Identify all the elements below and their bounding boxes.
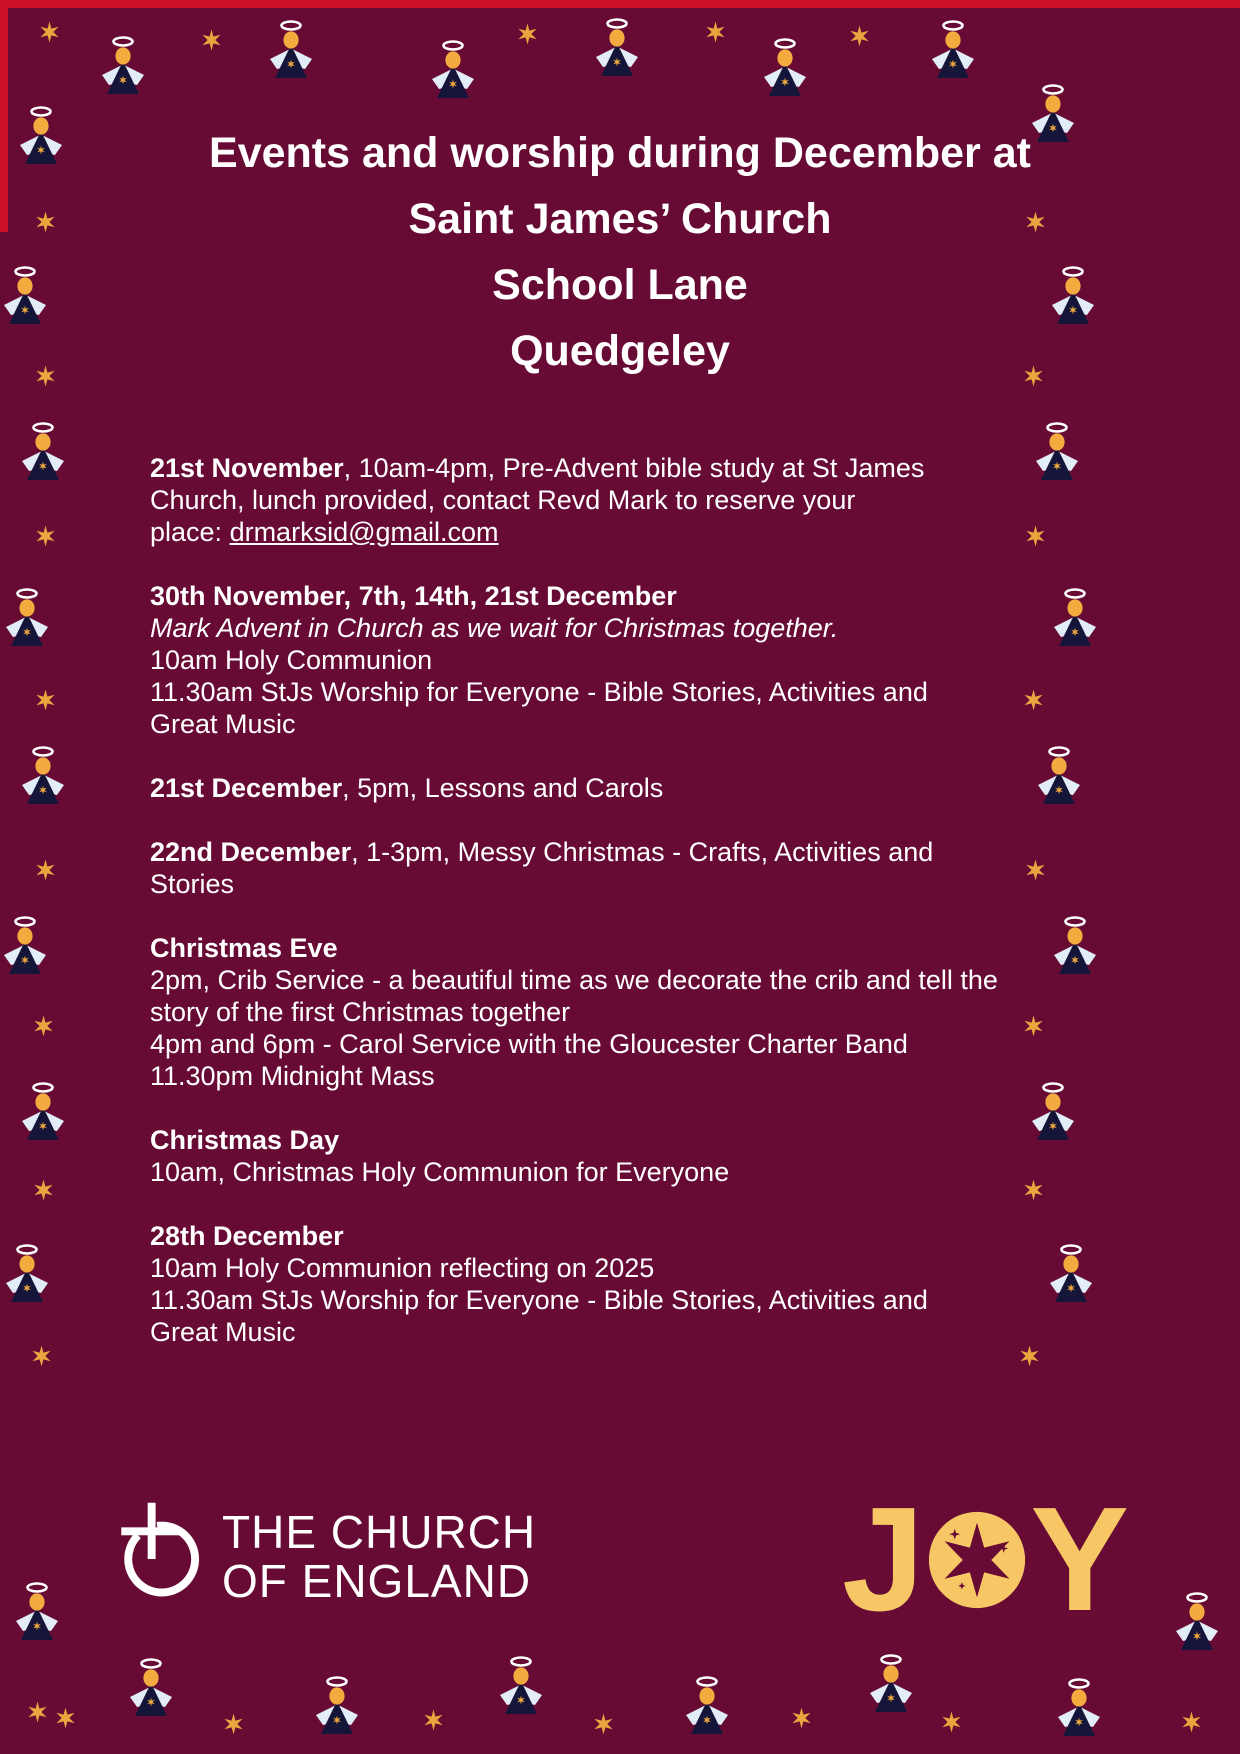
angel-icon [4,588,50,648]
event-line [150,1252,1005,1284]
email-link[interactable]: drmarksid@gmail.com [229,517,499,547]
event-line [150,1316,1005,1348]
star-icon [1022,1178,1045,1202]
star-icon [34,524,57,548]
event-text: 21st December [150,773,343,803]
event-text: story of the first Christmas together [150,997,571,1027]
event-line [150,612,1005,644]
angel-icon [930,20,976,80]
angel-icon [1034,422,1080,482]
event-text: Stories [150,869,235,899]
angel-icon [2,266,48,326]
star-icon [26,1700,49,1724]
joy-letter-y: Y [1030,1477,1130,1642]
angel-icon [20,1082,66,1142]
star-icon [222,1712,245,1736]
event-entry [150,932,1005,1092]
star-icon [34,364,57,388]
event-text: 11.30pm Midnight Mass [150,1061,435,1091]
event-line [150,1220,1005,1252]
angel-icon [762,38,808,98]
event-text: 2pm, Crib Service - a beautiful time as we decorate the crib and tell the [150,965,998,995]
angel-icon [1052,916,1098,976]
event-line [150,1284,1005,1316]
event-line [150,996,1005,1028]
event-line [150,516,1005,548]
event-text: 11.30am StJs Worship for Everyone - Bible Stories, Activities and [150,677,928,707]
event-text: 10am Holy Communion reflecting on 2025 [150,1253,655,1283]
angel-icon [498,1656,544,1716]
event-line [150,836,1005,868]
star-icon [1022,688,1045,712]
angel-icon [128,1658,174,1718]
event-line [150,676,1005,708]
angel-icon [314,1676,360,1736]
star-icon [200,28,223,52]
event-text: Church, lunch provided, contact Revd Mark to reserve your [150,485,856,515]
angel-icon [594,18,640,78]
event-line [150,484,1005,516]
angel-icon [1030,1082,1076,1142]
event-text: 10am, Christmas Holy Communion for Everyone [150,1157,730,1187]
church-of-england-logo [116,1502,536,1606]
event-line [150,708,1005,740]
star-icon [940,1710,963,1734]
angel-icon [868,1654,914,1714]
star-icon [1022,1014,1045,1038]
star-icon [1024,858,1047,882]
star-icon [54,1706,77,1730]
event-text: 4pm and 6pm - Carol Service with the Gloucester Charter Band [150,1029,908,1059]
star-icon [848,24,871,48]
event-line [150,1156,1005,1188]
event-entry [150,836,1005,900]
star-icon [1018,1344,1041,1368]
star-icon [38,20,61,44]
event-line [150,1028,1005,1060]
church-of-england-logo-text [222,1508,536,1606]
angel-icon [1048,1244,1094,1304]
star-icon [34,210,57,234]
event-text: 10am Holy Communion [150,645,433,675]
event-text: , 5pm, Lessons and Carols [342,773,664,803]
event-text: , 1-3pm, Messy Christmas - Crafts, Activities and [351,837,934,867]
star-icon [516,22,539,46]
event-entry [150,1124,1005,1188]
angel-icon [14,1582,60,1642]
flyer-title [60,120,1180,384]
page-edge-left [0,0,8,232]
angel-icon [684,1676,730,1736]
event-entry [150,772,1005,804]
event-line [150,452,1005,484]
star-icon [592,1712,615,1736]
page-edge-top [0,0,1240,8]
event-line [150,964,1005,996]
joy-letter-j: J [842,1477,925,1642]
star-icon [34,858,57,882]
event-text: 11.30am StJs Worship for Everyone - Bible Stories, Activities and [150,1285,928,1315]
angel-icon [20,422,66,482]
event-line [150,932,1005,964]
star-icon [422,1708,445,1732]
event-text: 21st November [150,453,344,483]
event-text: Christmas Eve [150,933,338,963]
star-icon [30,1344,53,1368]
event-text: Mark Advent in Church as we wait for Christmas together. [150,613,839,643]
coe-text-line-2: OF ENGLAND [222,1555,532,1607]
angel-icon [430,40,476,100]
star-icon [1024,524,1047,548]
church-of-england-cross-icon [116,1502,204,1602]
star-icon [32,1178,55,1202]
event-line [150,1124,1005,1156]
star-icon [34,688,57,712]
event-line [150,580,1005,612]
event-line [150,1060,1005,1092]
event-entry [150,452,1005,548]
event-entry [150,580,1005,740]
star-icon [704,20,727,44]
events-list [150,452,1005,1380]
star-icon [790,1706,813,1730]
event-text: 22nd December [150,837,352,867]
event-line [150,644,1005,676]
angel-icon [18,106,64,166]
title-line-2: Saint James’ Church [408,195,832,243]
angel-icon [1174,1592,1220,1652]
event-text: 28th December [150,1221,344,1251]
title-line-1: Events and worship during December at [209,129,1031,177]
angel-icon [2,916,48,976]
event-line [150,772,1005,804]
angel-icon [20,746,66,806]
joy-logo [842,1477,1130,1642]
angel-icon [4,1244,50,1304]
event-text: place: [150,517,230,547]
angel-icon [268,20,314,80]
star-icon [32,1014,55,1038]
event-text: Great Music [150,709,296,739]
address-line-2: Quedgeley [510,327,730,375]
event-text: Great Music [150,1317,296,1347]
angel-icon [1036,746,1082,806]
address-line-1: School Lane [492,261,748,309]
event-entry [150,1220,1005,1348]
angel-icon [1052,588,1098,648]
event-line [150,868,1005,900]
joy-star-icon [928,1511,1026,1609]
coe-text-line-1: THE CHURCH [222,1506,537,1558]
angel-icon [100,36,146,96]
event-text: , 10am-4pm, Pre-Advent bible study at St James [343,453,925,483]
event-text: 30th November, 7th, 14th, 21st December [150,581,677,611]
event-text: Christmas Day [150,1125,340,1155]
star-icon [1180,1710,1203,1734]
angel-icon [1056,1678,1102,1738]
